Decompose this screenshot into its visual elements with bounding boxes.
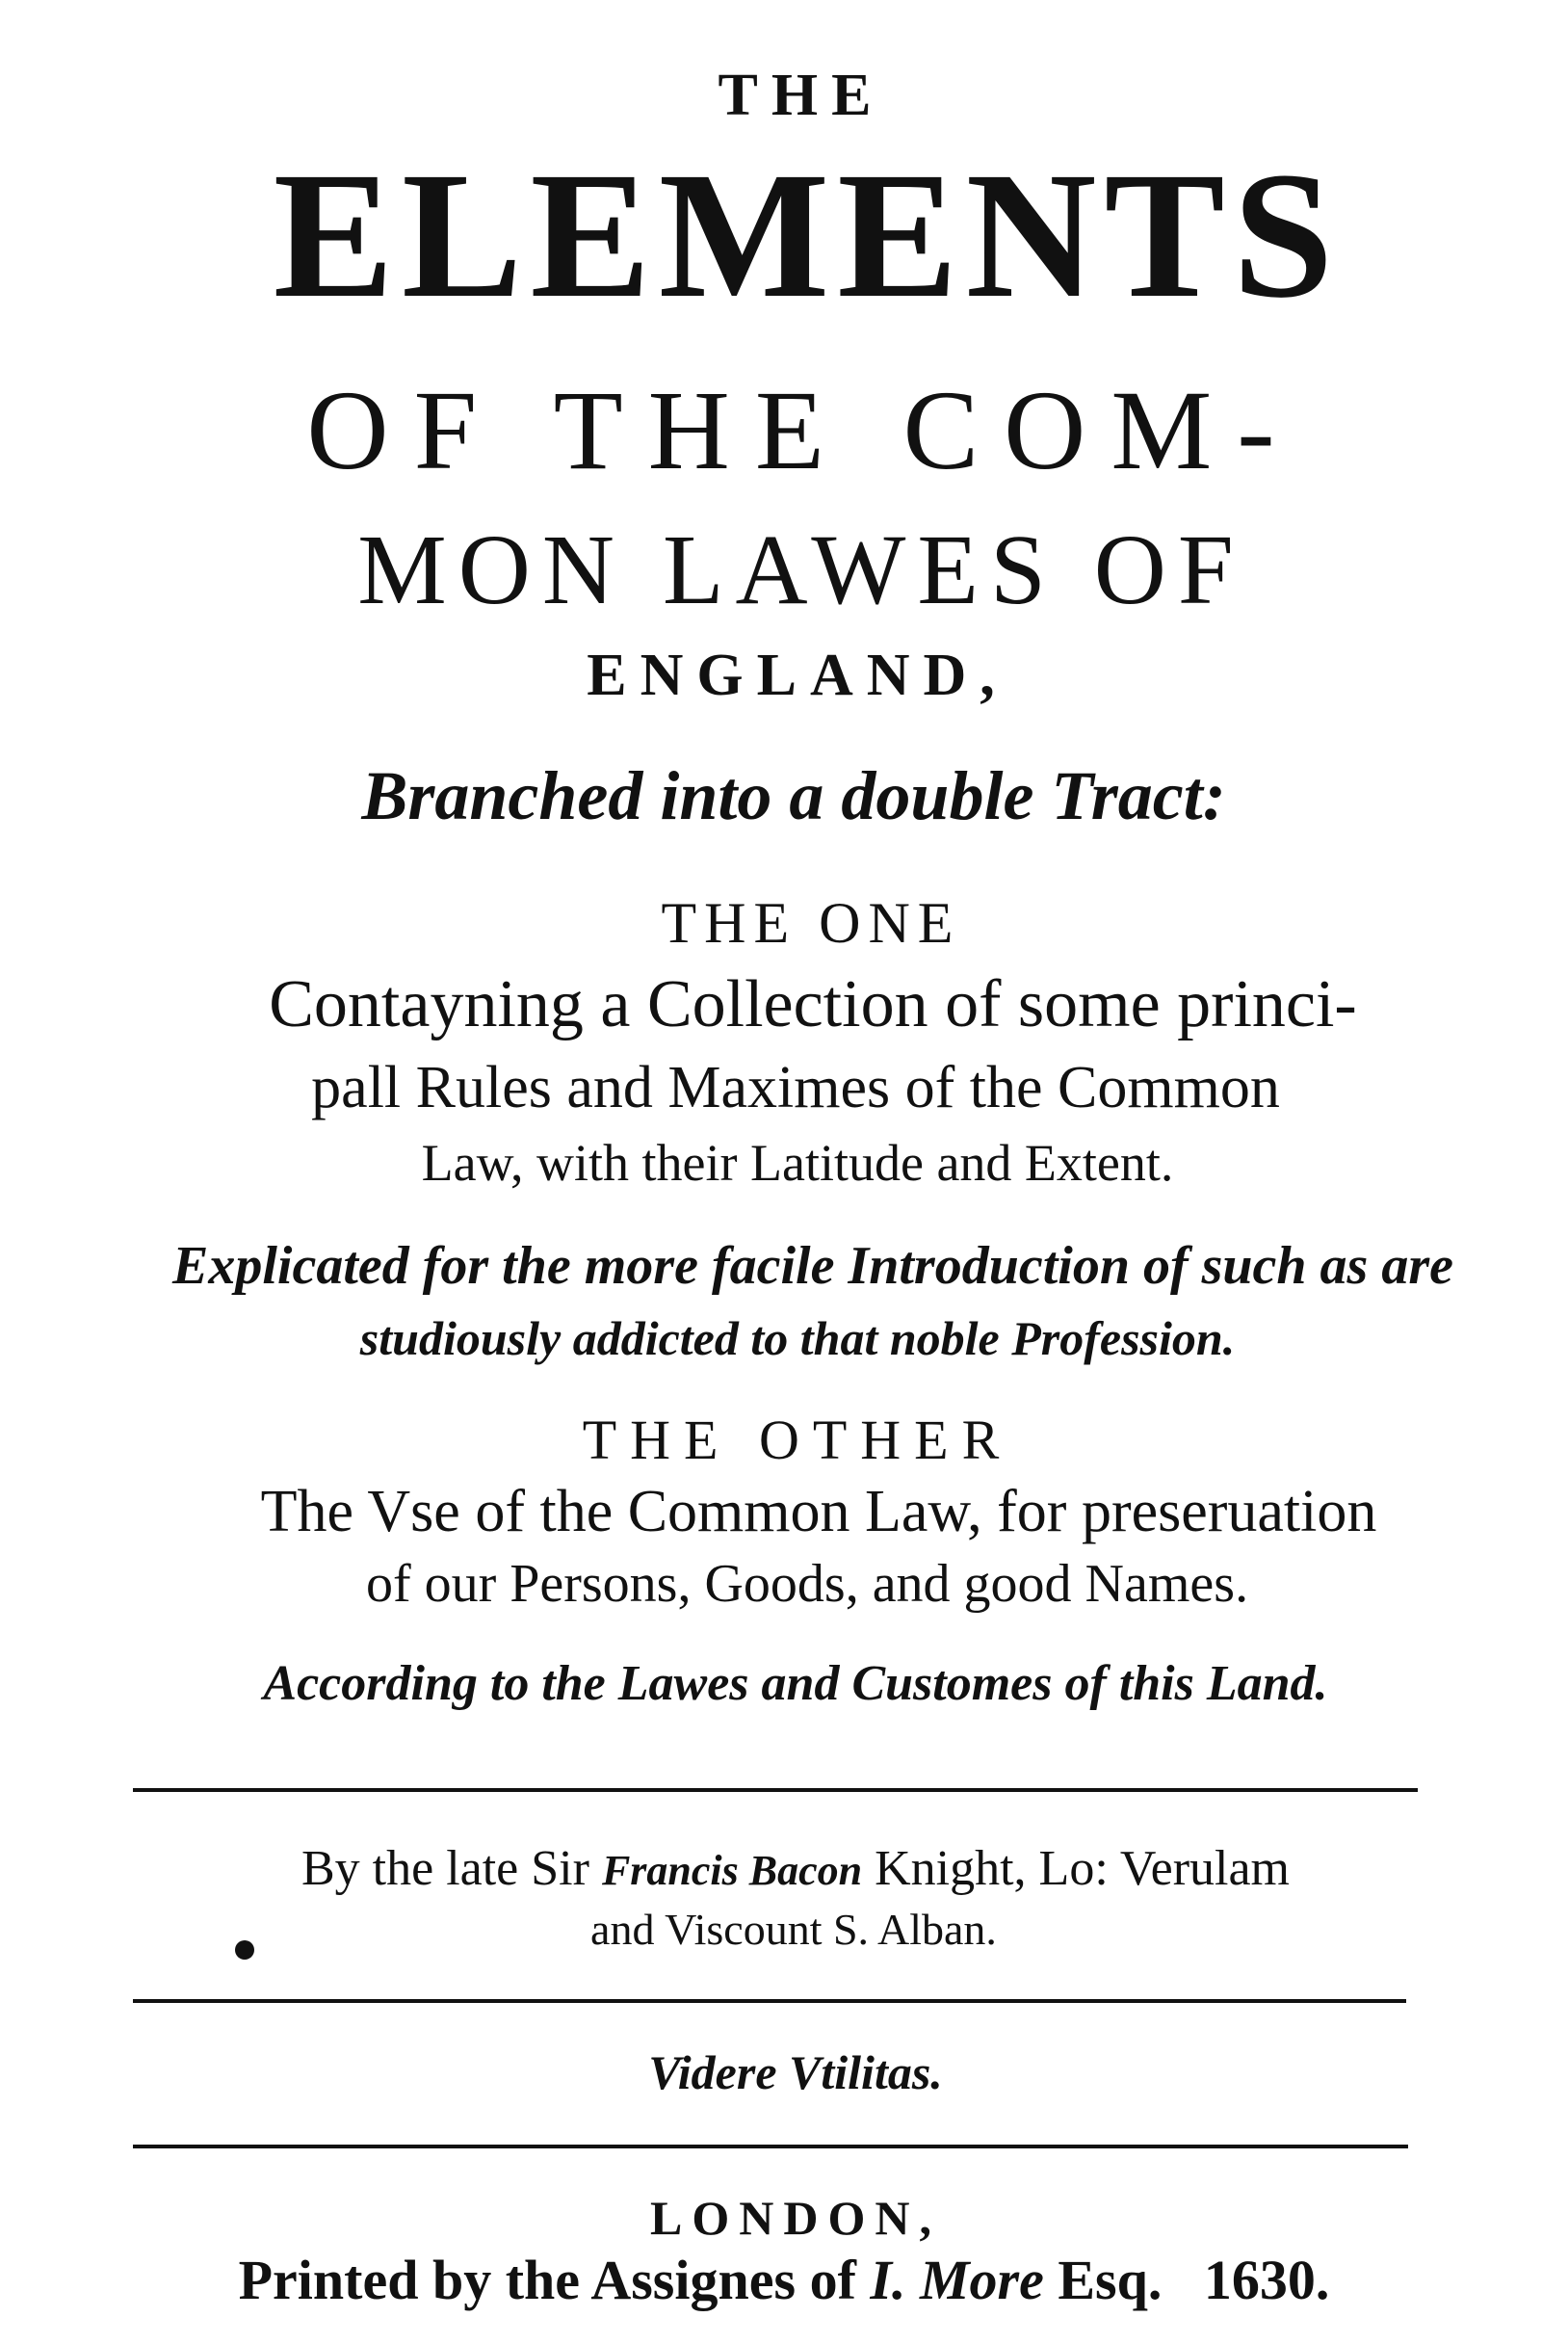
title-of-the-com: OF THE COM-	[306, 367, 1300, 493]
title-mon-lawes-of: MON LAWES OF	[357, 514, 1245, 625]
according-line: According to the Lawes and Customes of this Land.	[263, 1656, 1328, 1711]
divider-rule	[133, 1788, 1418, 1792]
subtitle: Branched into a double Tract:	[361, 757, 1226, 834]
divider-rule	[133, 2145, 1408, 2148]
title-elements: ELEMENTS	[273, 134, 1342, 335]
imprint-city: LONDON,	[650, 2191, 941, 2245]
author-suffix: Knight, Lo: Verulam	[862, 1841, 1290, 1896]
tract-one-line-2: pall Rules and Maximes of the Common	[311, 1055, 1280, 1120]
tract-one-heading: THE ONE	[661, 891, 961, 955]
title-england: ENGLAND,	[587, 643, 1008, 708]
author-name: Francis Bacon	[601, 1847, 863, 1894]
imprint-suffix: Esq. 1630.	[1043, 2249, 1330, 2311]
ink-blot	[235, 1940, 254, 1960]
printer-name: I. More	[870, 2249, 1044, 2311]
imprint-prefix: Printed by the Assignes of	[238, 2249, 871, 2311]
motto: Videre Vtilitas.	[648, 2045, 943, 2099]
explication-line-2: studiously addicted to that noble Profession.	[359, 1311, 1236, 1365]
author-line-2: and Viscount S. Alban.	[590, 1905, 997, 1954]
author-line-1	[12, 1841, 1568, 1896]
imprint-line	[0, 2249, 1568, 2311]
tract-other-line-1: The Vse of the Common Law, for preseruation	[260, 1479, 1377, 1544]
tract-one-line-3: Law, with their Latitude and Extent.	[421, 1134, 1174, 1192]
tract-other-heading: THE OTHER	[582, 1409, 1013, 1471]
explication-line-1: Explicated for the more facile Introduction of such as are	[172, 1236, 1453, 1296]
tract-one-line-1: Contayning a Collection of some princi-	[269, 967, 1357, 1041]
title-the: THE	[718, 63, 885, 128]
divider-rule	[133, 1999, 1406, 2003]
tract-other-line-2: of our Persons, Goods, and good Names.	[365, 1554, 1249, 1614]
author-prefix: By the late Sir	[301, 1841, 602, 1896]
